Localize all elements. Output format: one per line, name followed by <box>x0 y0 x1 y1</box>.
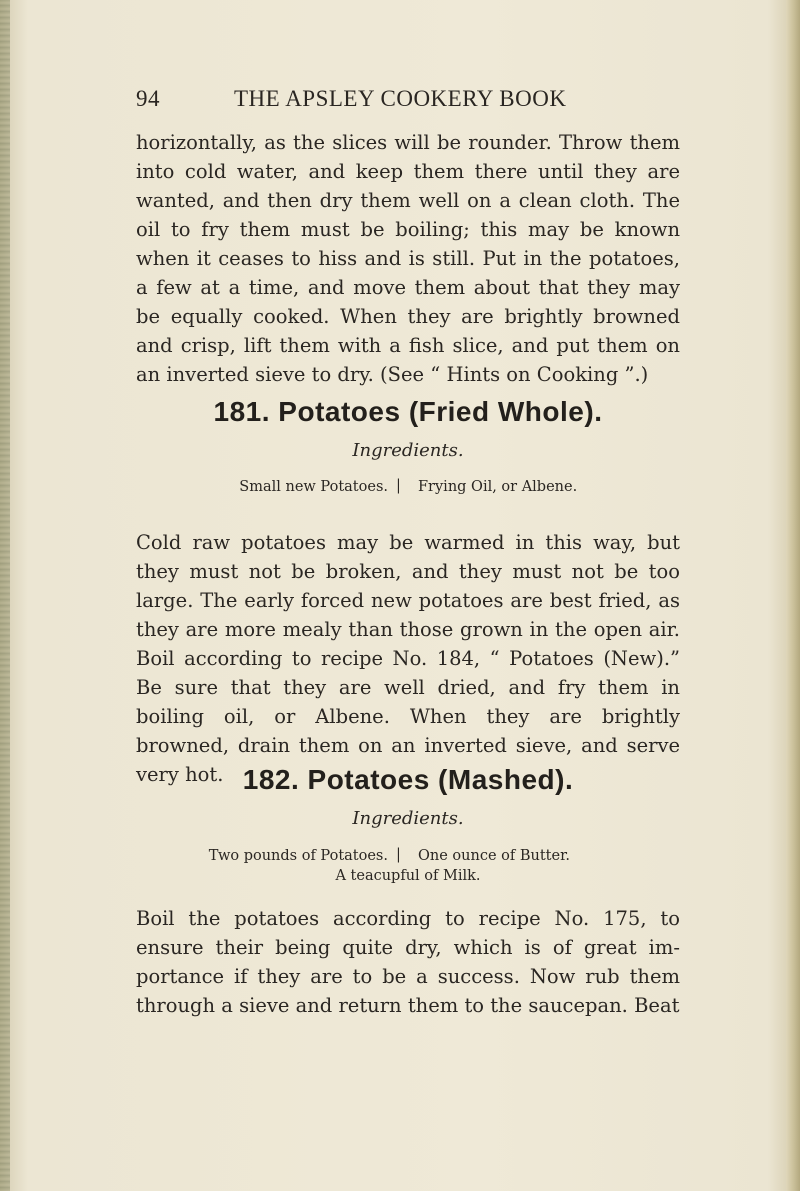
page-gutter <box>0 0 10 1191</box>
recipe-182-heading: 182. Potatoes (Mashed). <box>242 764 574 795</box>
recipe-182-body: Boil the potatoes according to recipe No. 175, to ensure their being quite dry, which is of great importance if they are to be a success. Now rub them through a sieve and return them to the saucepan. Beat <box>136 907 680 1017</box>
recipe-182-ingredients-extra <box>136 868 680 888</box>
recipe-181-ingredients-label: Ingredients. <box>352 440 464 461</box>
intro-text <box>136 128 680 389</box>
page-edge <box>786 0 800 1191</box>
ingredient-separator: | <box>396 478 401 494</box>
intro-paragraph: horizontally, as the slices will be rounder. Throw them into cold water, and keep them there until they are wanted, and then dry them well on a clean cloth. The oil to fry them must be boiling; this may be known when it ceases to hiss and is still. Put in the potatoes, a few at a time, and move them about that they may be equally cooked. When they are brightly browned and crisp, lift them with a fish slice, and put them on an inverted sieve to dry. (See “ Hints on Cooking ”.) <box>136 131 680 386</box>
ingredient-item: A teacupful of Milk. <box>335 868 481 884</box>
recipe-181-ingredients <box>136 479 680 499</box>
ingredient-item: One ounce of Butter. <box>418 848 571 864</box>
recipe-181-body: Cold raw potatoes may be warmed in this way, but they must not be broken, and they must not be too large. The early forced new potatoes are best fried, as they are more mealy than those grown in the open air. Boil according to recipe No. 184, “ Potatoes (New).” Be sure that they are well dried, and fry them in boiling oil, or Albene. When they are brightly browned, drain them on an inverted sieve, and serve very hot. <box>136 531 680 786</box>
ingredient-item: Two pounds of Potatoes. <box>208 848 388 864</box>
ingredient-item: Small new Potatoes. <box>239 479 388 495</box>
recipe-182-ingredients <box>136 848 680 868</box>
ingredient-item: Frying Oil, or Albene. <box>418 479 578 495</box>
book-title: THE APSLEY COOKERY BOOK <box>234 86 567 111</box>
ingredient-separator: | <box>396 847 401 863</box>
recipe-182-text <box>136 904 680 1020</box>
running-head <box>136 86 680 116</box>
recipe-181-heading: 181. Potatoes (Fried Whole). <box>213 396 603 427</box>
page-number: 94 <box>136 86 160 111</box>
recipe-182-ingredients-label: Ingredients. <box>352 808 464 829</box>
recipe-181-text <box>136 528 680 789</box>
